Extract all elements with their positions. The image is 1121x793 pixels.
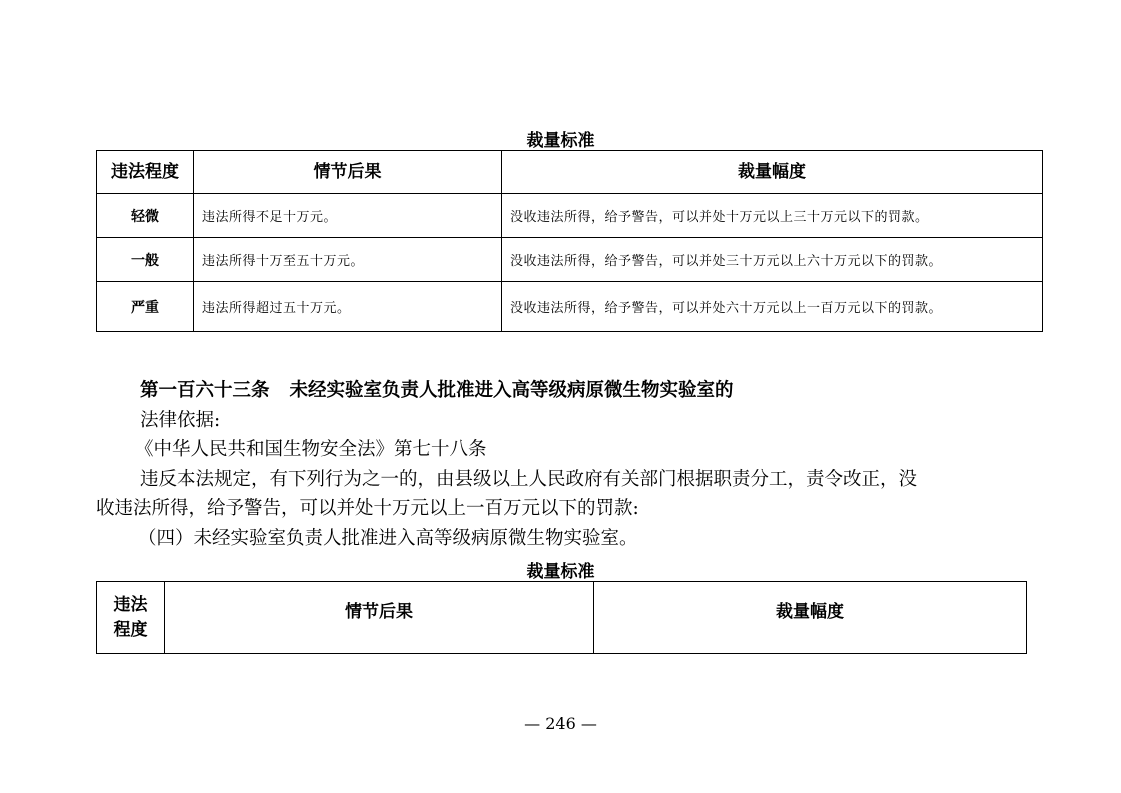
discretion-table-2 xyxy=(96,581,1027,654)
header-range: 裁量幅度 xyxy=(594,582,1027,654)
table1-caption: 裁量标准 xyxy=(526,131,595,151)
body-line-2: 收违法所得，给予警告，可以并处十万元以上一百万元以下的罚款: xyxy=(96,498,639,519)
header-degree-line2: 程度 xyxy=(113,619,148,640)
header-circumstance: 情节后果 xyxy=(194,151,502,194)
row-circumstance: 违法所得超过五十万元。 xyxy=(194,282,502,332)
article-heading xyxy=(140,376,734,406)
table-row xyxy=(97,194,1043,238)
page-number: — 246 — xyxy=(524,714,597,733)
row-circumstance: 违法所得不足十万元。 xyxy=(194,194,502,238)
row-degree: 一般 xyxy=(97,238,194,282)
article-item: （四）未经实验室负责人批准进入高等级病原微生物实验室。 xyxy=(138,528,638,549)
table2-caption: 裁量标准 xyxy=(526,562,595,582)
row-circumstance: 违法所得十万至五十万元。 xyxy=(194,238,502,282)
discretion-table-1 xyxy=(96,150,1043,332)
header-degree-line1: 违法 xyxy=(113,594,148,615)
table-row xyxy=(97,282,1043,332)
header-degree: 违法程度 xyxy=(97,151,194,194)
table1-header-row xyxy=(97,151,1043,194)
row-degree: 严重 xyxy=(97,282,194,332)
table2-header-row xyxy=(97,582,1027,654)
legal-basis-label: 法律依据: xyxy=(140,410,221,431)
row-range: 没收违法所得，给予警告，可以并处六十万元以上一百万元以下的罚款。 xyxy=(502,282,1043,332)
law-reference: 《中华人民共和国生物安全法》第七十八条 xyxy=(135,439,487,460)
row-range: 没收违法所得，给予警告，可以并处三十万元以上六十万元以下的罚款。 xyxy=(502,238,1043,282)
header-circumstance: 情节后果 xyxy=(165,582,594,654)
header-range: 裁量幅度 xyxy=(502,151,1043,194)
article-title: 未经实验室负责人批准进入高等级病原微生物实验室的 xyxy=(289,380,734,401)
table-row xyxy=(97,238,1043,282)
article-number: 第一百六十三条 xyxy=(140,380,270,401)
row-range: 没收违法所得，给予警告，可以并处十万元以上三十万元以下的罚款。 xyxy=(502,194,1043,238)
body-line-1: 违反本法规定，有下列行为之一的，由县级以上人民政府有关部门根据职责分工，责令改正，没 xyxy=(140,469,918,490)
row-degree: 轻微 xyxy=(97,194,194,238)
header-degree xyxy=(97,582,165,654)
